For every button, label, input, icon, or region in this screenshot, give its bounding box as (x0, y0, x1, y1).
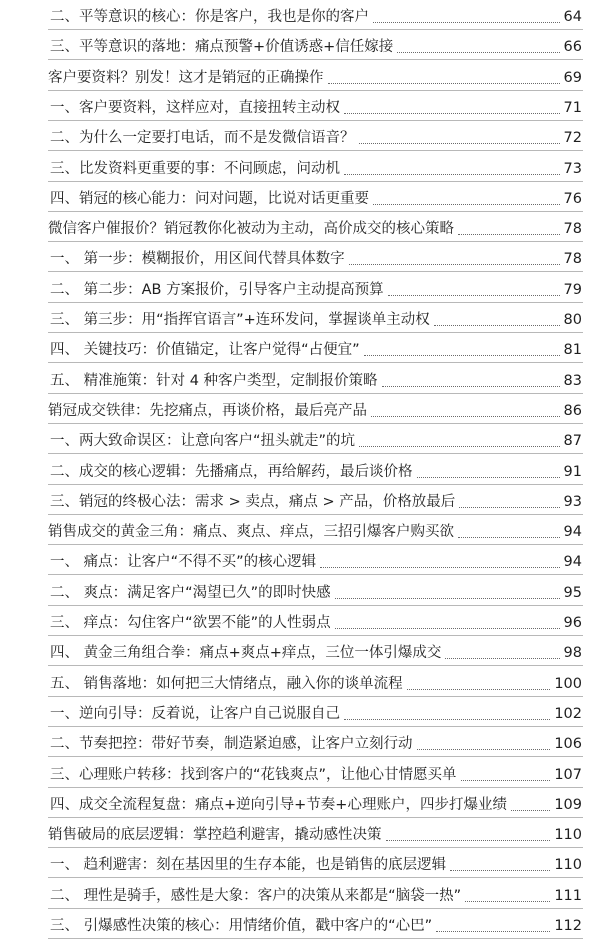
toc-entry[interactable] (0, 848, 610, 878)
toc-leader-dots (359, 143, 560, 144)
toc-page-number: 91 (563, 463, 582, 480)
toc-entry[interactable] (0, 545, 610, 575)
toc-entry[interactable] (0, 273, 610, 303)
toc-leader-dots (407, 689, 550, 690)
toc-leader-dots (364, 355, 560, 356)
toc-page-number: 81 (563, 342, 582, 359)
toc-entry[interactable] (0, 727, 610, 757)
toc-section-title: 三、销冠的终极心法：需求 > 卖点，痛点 > 产品，价格放最后 (50, 493, 456, 510)
toc-entry[interactable] (0, 697, 610, 727)
toc-leader-dots (335, 598, 560, 599)
toc-page-number: 100 (554, 675, 582, 692)
toc-page-number: 96 (563, 615, 582, 631)
toc-page-number: 98 (563, 645, 582, 662)
toc-page-number: 106 (554, 736, 582, 753)
toc-section-title: 一、 痛点：让客户“不得不买”的核心逻辑 (50, 554, 317, 571)
toc-entry[interactable] (0, 576, 610, 606)
toc-page-number: 94 (563, 524, 582, 541)
toc-section-title: 一、 第一步：模糊报价，用区间代替具体数字 (50, 251, 345, 268)
toc-entry[interactable] (0, 909, 610, 939)
toc-leader-dots (458, 234, 560, 235)
toc-entry[interactable] (0, 788, 610, 818)
toc-section-title: 三、比发资料更重要的事：不问顾虑，问动机 (50, 160, 340, 177)
toc-page-number: 79 (563, 281, 582, 298)
toc-page-number: 102 (554, 705, 582, 722)
toc-section-title: 四、成交全流程复盘：痛点+逆向引导+节奏+心理账户，四步打爆业绩 (50, 796, 507, 813)
toc-section-title: 二、平等意识的核心：你是客户，我也是你的客户 (50, 9, 369, 25)
toc-section-title: 二、为什么一定要打电话，而不是发微信语音？ (50, 130, 355, 147)
toc-page-number: 94 (563, 554, 582, 571)
toc-entry[interactable] (0, 0, 610, 30)
toc-leader-dots (461, 780, 550, 781)
toc-leader-dots (388, 295, 560, 296)
toc-leader-dots (371, 416, 560, 417)
toc-leader-dots (382, 386, 560, 387)
toc-leader-dots (328, 83, 560, 84)
toc-section-title: 二、 爽点：满足客户“渴望已久”的即时快感 (50, 584, 331, 601)
toc-section-title: 五、 销售落地：如何把三大情绪点，融入你的谈单流程 (50, 675, 403, 692)
toc-page-number: 107 (554, 766, 582, 783)
toc-page-number: 87 (563, 433, 582, 450)
toc-chapter-title: 销冠成交铁律：先挖痛点，再谈价格，最后亮产品 (48, 402, 367, 419)
toc-leader-dots (320, 567, 560, 568)
toc-section-title: 二、 第二步：AB 方案报价，引导客户主动提高预算 (50, 281, 384, 298)
toc-leader-dots (373, 204, 560, 205)
toc-section-title: 三、 痒点：勾住客户“欲罢不能”的人性弱点 (50, 615, 331, 631)
toc-entry[interactable] (0, 879, 610, 909)
toc-leader-dots (335, 628, 560, 629)
toc-section-title: 三、 引爆感性决策的核心：用情绪价值，戳中客户的“心巴” (50, 918, 433, 934)
toc-leader-dots (436, 931, 550, 932)
toc-page-number: 69 (563, 69, 582, 86)
toc-entry[interactable] (0, 182, 610, 212)
toc-section-title: 一、客户要资料，这样应对，直接扭转主动权 (50, 99, 340, 116)
toc-page-number: 110 (554, 857, 582, 874)
toc-page-number: 72 (563, 130, 582, 147)
toc-section-title: 三、心理账户转移：找到客户的“花钱爽点”，让他心甘情愿买单 (50, 766, 457, 783)
toc-chapter-title: 客户要资料？别发！这才是销冠的正确操作 (48, 69, 324, 86)
toc-section-title: 二、 理性是骑手，感性是大象：客户的决策从来都是“脑袋一热” (50, 887, 462, 904)
toc-section-title: 一、 趋利避害：刻在基因里的生存本能，也是销售的底层逻辑 (50, 857, 447, 874)
toc-page-number: 110 (554, 827, 582, 844)
toc-entry[interactable] (0, 364, 610, 394)
toc-leader-dots (450, 870, 550, 871)
toc-leader-dots (344, 113, 560, 114)
toc-entry[interactable] (0, 818, 610, 848)
toc-section-title: 四、 关键技巧：价值锚定，让客户觉得“占便宜” (50, 342, 360, 359)
toc-entry[interactable] (0, 424, 610, 454)
toc-leader-dots (359, 446, 560, 447)
toc-entry[interactable] (0, 212, 610, 242)
toc-page-number: 83 (563, 372, 582, 389)
toc-page-number: 93 (563, 493, 582, 510)
toc-leader-dots (349, 264, 560, 265)
toc-page-number: 73 (563, 160, 582, 177)
toc-entry[interactable] (0, 636, 610, 666)
toc-leader-dots (417, 477, 560, 478)
toc-leader-dots (434, 325, 560, 326)
toc-page-number: 76 (563, 190, 582, 207)
toc-section-title: 二、节奏把控：带好节奏，制造紧迫感，让客户立刻行动 (50, 736, 413, 753)
toc-section-title: 二、成交的核心逻辑：先播痛点，再给解药，最后谈价格 (50, 463, 413, 480)
toc-leader-dots (417, 749, 550, 750)
toc-chapter-title: 微信客户催报价？销冠教你化被动为主动，高价成交的核心策略 (48, 221, 454, 238)
toc-page-number: 109 (554, 796, 582, 813)
toc-entry[interactable] (0, 333, 610, 363)
toc-chapter-title: 销售成交的黄金三角：痛点、爽点、痒点，三招引爆客户购买欲 (48, 524, 454, 541)
toc-section-title: 四、销冠的核心能力：问对问题，比说对话更重要 (50, 190, 369, 207)
toc-section-title: 三、平等意识的落地：痛点预警+价值诱惑+信任嫁接 (50, 39, 394, 56)
toc-leader-dots (459, 507, 560, 508)
toc-leader-dots (397, 52, 560, 53)
toc-section-title: 四、 黄金三角组合拳：痛点+爽点+痒点，三位一体引爆成交 (50, 645, 442, 662)
toc-leader-dots (344, 719, 550, 720)
toc-page-number: 78 (563, 251, 582, 268)
toc-leader-dots (511, 810, 550, 811)
toc-entry[interactable] (0, 61, 610, 91)
toc-page-number: 71 (563, 99, 582, 116)
toc-entry[interactable] (0, 606, 610, 636)
toc-page-number: 64 (563, 9, 582, 25)
toc-entry[interactable] (0, 515, 610, 545)
toc-entry[interactable] (0, 303, 610, 333)
toc-section-title: 五、 精准施策：针对 4 种客户类型，定制报价策略 (50, 372, 378, 389)
toc-leader-dots (465, 901, 550, 902)
toc-entry[interactable] (0, 242, 610, 272)
toc-page-number: 80 (563, 312, 582, 328)
toc-page-number: 112 (554, 918, 582, 934)
toc-entry[interactable] (0, 121, 610, 151)
toc-entry[interactable] (0, 30, 610, 60)
toc-entry[interactable] (0, 91, 610, 121)
row-divider (48, 938, 583, 939)
toc-page-number: 86 (563, 402, 582, 419)
toc-chapter-title: 销售破局的底层逻辑：掌控趋利避害，撬动感性决策 (48, 827, 382, 844)
toc-section-title: 一、两大致命误区：让意向客户“扭头就走”的坑 (50, 433, 356, 450)
toc-entry[interactable] (0, 152, 610, 182)
toc-entry[interactable] (0, 394, 610, 424)
toc-page-number: 78 (563, 221, 582, 238)
toc-entry[interactable] (0, 485, 610, 515)
toc-leader-dots (386, 840, 550, 841)
toc-leader-dots (445, 658, 560, 659)
toc-entry[interactable] (0, 667, 610, 697)
toc-leader-dots (344, 174, 560, 175)
toc-leader-dots (458, 537, 560, 538)
toc-section-title: 三、 第三步：用“指挥官语言”+连环发问，掌握谈单主动权 (50, 312, 430, 328)
toc-section-title: 一、逆向引导：反着说，让客户自己说服自己 (50, 705, 340, 722)
toc-entry[interactable] (0, 455, 610, 485)
toc-page-number: 95 (563, 584, 582, 601)
toc-entry[interactable] (0, 758, 610, 788)
toc-page-number: 66 (563, 39, 582, 56)
toc-leader-dots (373, 22, 560, 23)
toc-page-number: 111 (554, 887, 582, 904)
